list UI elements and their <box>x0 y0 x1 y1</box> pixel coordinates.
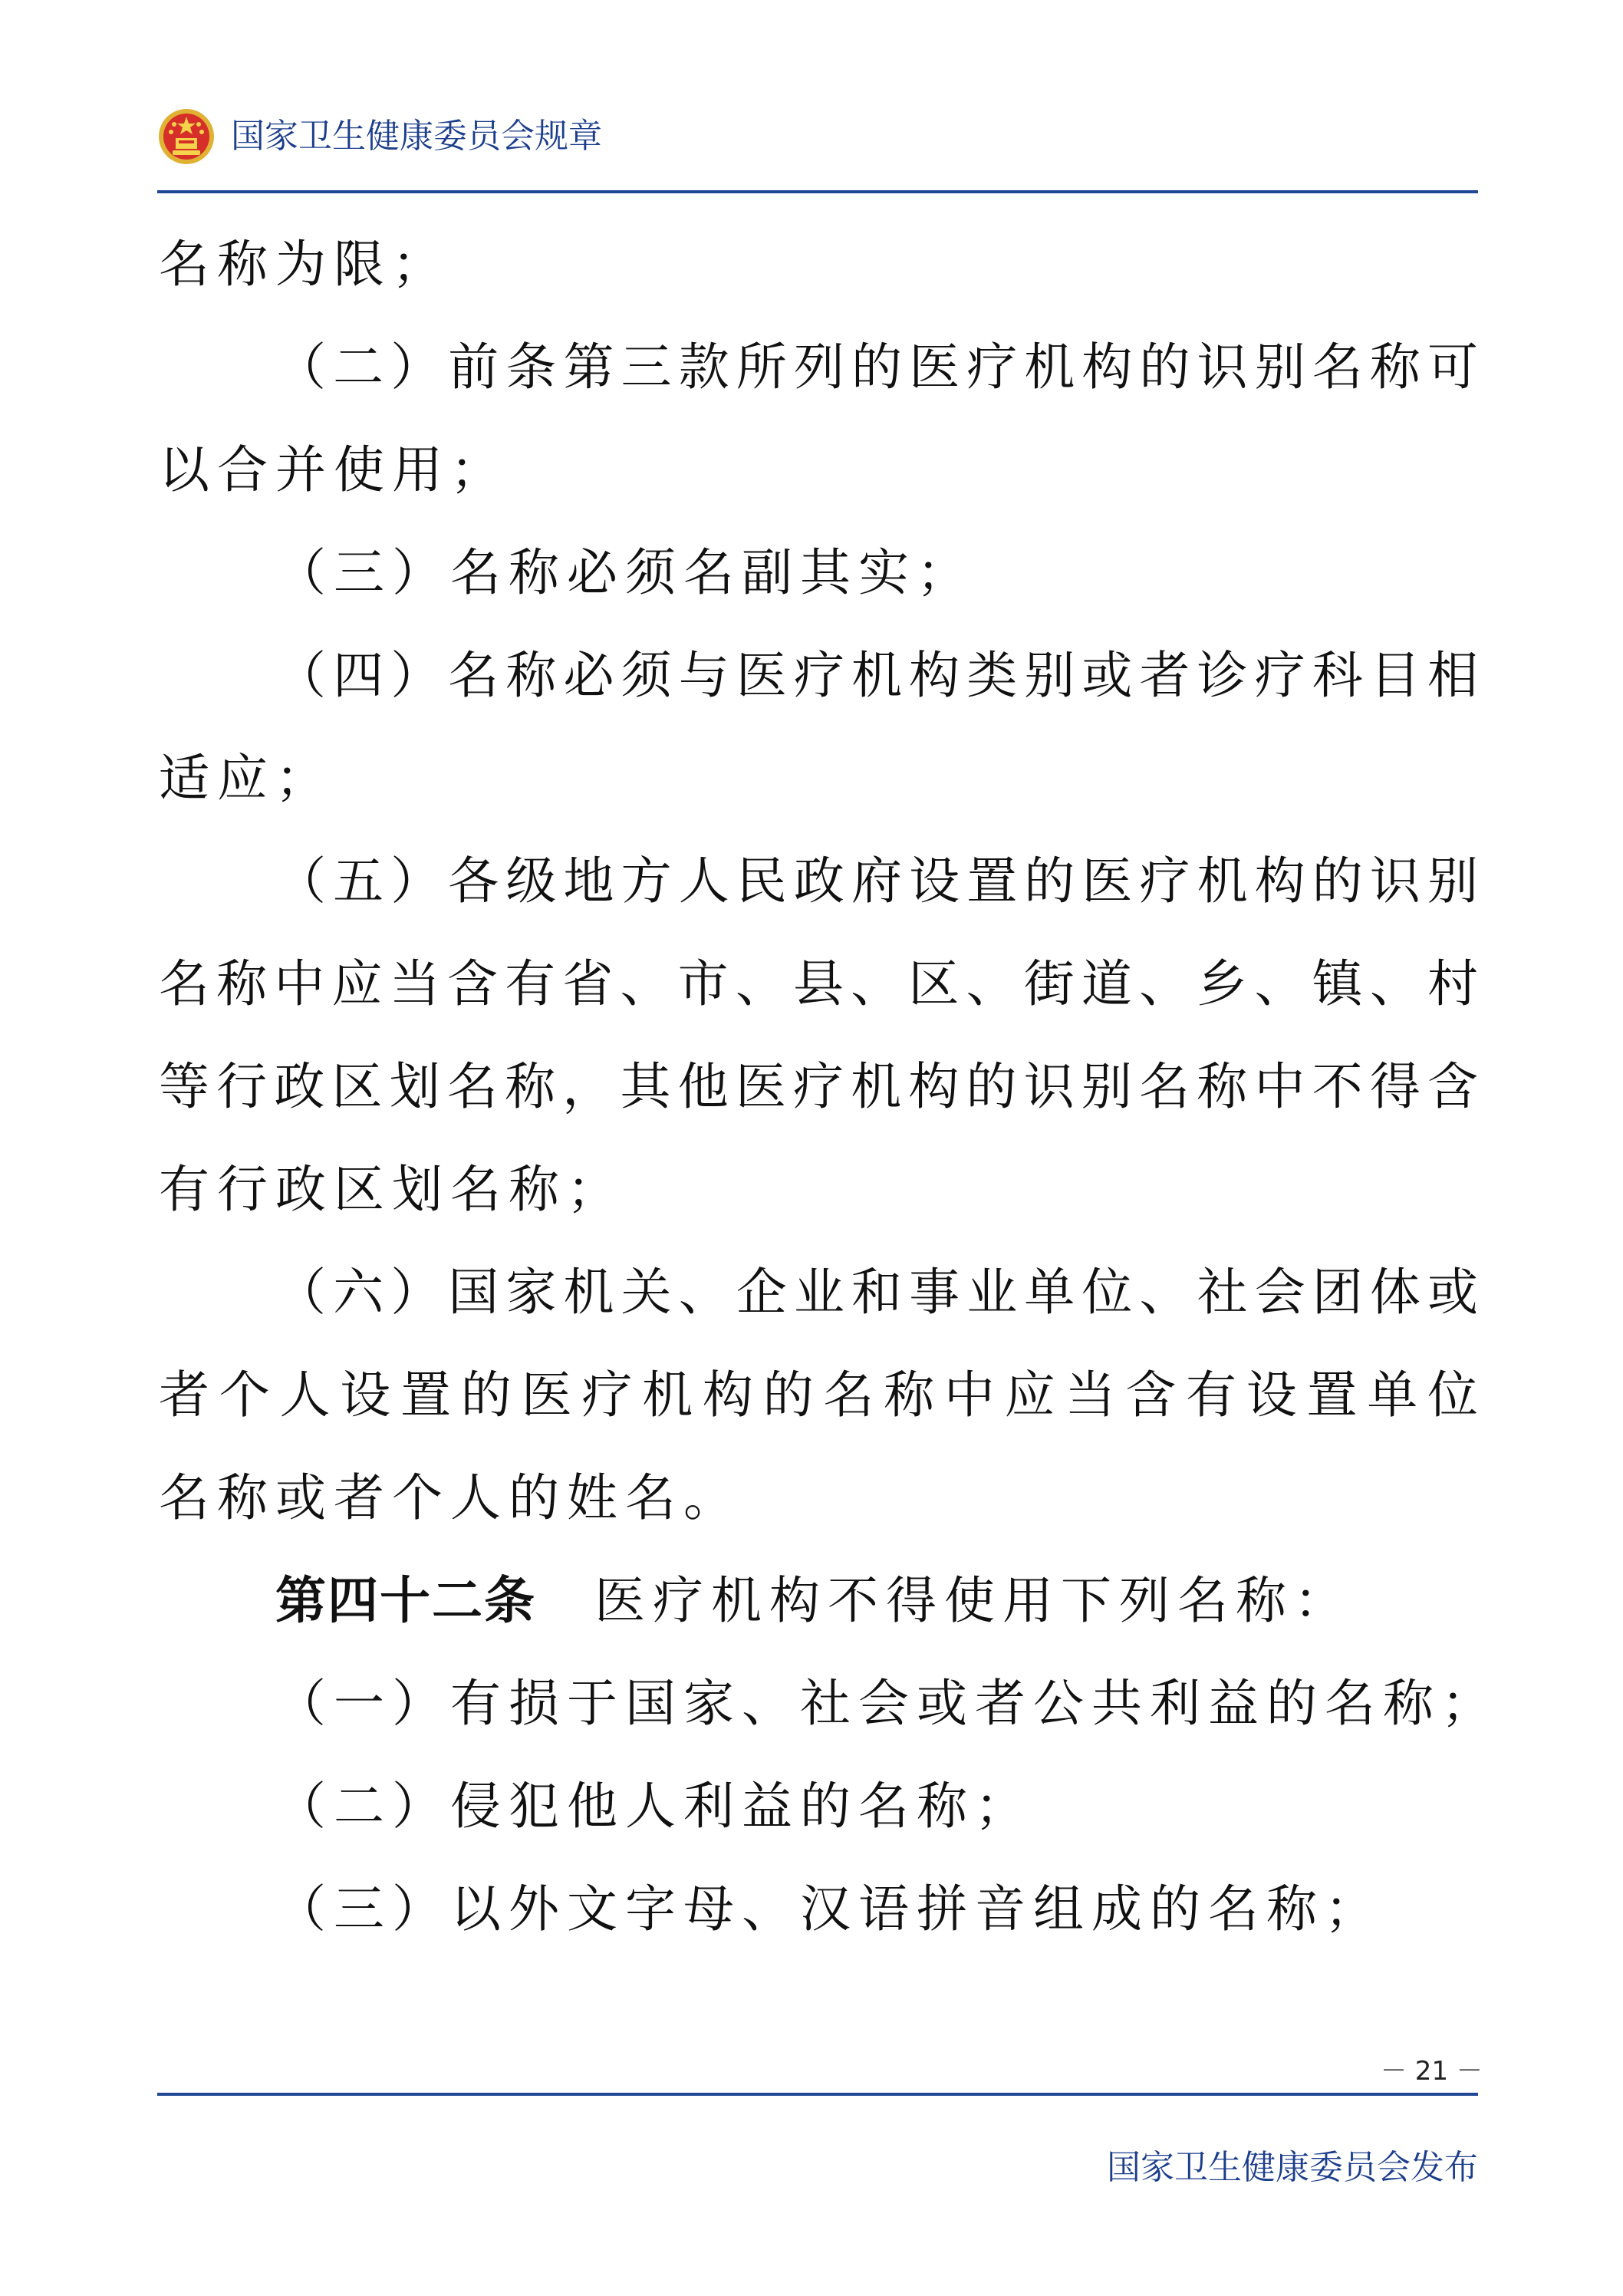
body-line: 名称或者个人的姓名。 <box>159 1468 742 1527</box>
body-line: （五）各级地方人民政府设置的医疗机构的识别 <box>275 852 1478 911</box>
header-title: 国家卫生健康委员会规章 <box>231 117 602 156</box>
body-line: 适应； <box>159 749 334 808</box>
body-line: （二）前条第三款所列的医疗机构的识别名称可 <box>275 338 1478 397</box>
footer-publisher: 国家卫生健康委员会发布 <box>1107 2148 1478 2187</box>
national-emblem-icon <box>157 107 216 166</box>
article-42-heading <box>159 1550 1478 1652</box>
article-42-item: （一）有损于国家、社会或者公共利益的名称； <box>275 1674 1500 1733</box>
body-line: （三）名称必须名副其实； <box>275 543 975 602</box>
body-line: （六）国家机关、企业和事业单位、社会团体或 <box>275 1263 1478 1322</box>
article-number: 第四十二条 <box>275 1571 536 1630</box>
document-body <box>159 213 1500 1961</box>
page-number: － 21 － <box>1381 2056 1483 2087</box>
body-line: 等行政区划名称，其他医疗机构的识别名称中不得含 <box>159 1057 1478 1116</box>
article-42-item: （三）以外文字母、汉语拼音组成的名称； <box>275 1879 1383 1939</box>
article-42-item: （二）侵犯他人利益的名称； <box>275 1777 1033 1836</box>
page-header <box>157 107 1477 169</box>
body-line: 名称中应当含有省、市、县、区、街道、乡、镇、村 <box>159 954 1478 1013</box>
body-line: 以合并使用； <box>159 440 509 499</box>
body-line: 名称为限； <box>159 235 450 294</box>
footer-rule <box>157 2093 1478 2096</box>
body-line: 者个人设置的医疗机构的名称中应当含有设置单位 <box>159 1365 1478 1425</box>
body-line: （四）名称必须与医疗机构类别或者诊疗科目相 <box>275 646 1478 705</box>
article-intro: 医疗机构不得使用下列名称： <box>594 1571 1352 1630</box>
header-rule <box>157 190 1478 193</box>
body-line: 有行政区划名称； <box>159 1160 625 1219</box>
